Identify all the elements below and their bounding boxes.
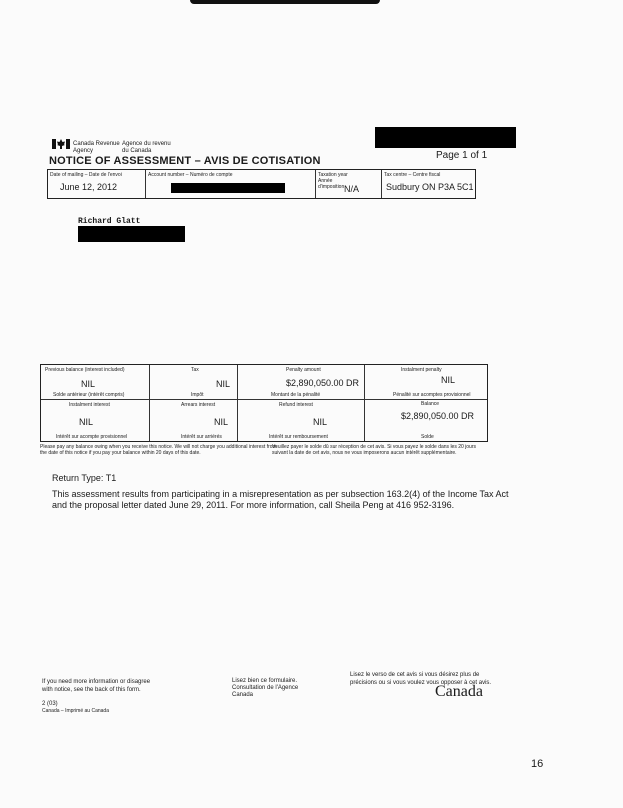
- previous-balance-value: NIL: [81, 379, 96, 389]
- balance-fr: Solde: [421, 434, 434, 440]
- redaction-bar: [375, 127, 516, 148]
- agency-name-fr: Agence du revenu du Canada: [122, 141, 171, 154]
- assessment-message: This assessment results from participating in a misrepresentation as per subsection 163.2(4) of the Income Tax Act and the proposal letter dated June 29, 2011. For more information, call Sheila Peng at 416 952-3196.: [52, 489, 509, 510]
- page-number: 16: [531, 758, 544, 770]
- return-type: Return Type: T1: [52, 473, 117, 483]
- tax-label: Tax: [191, 367, 199, 373]
- refund-value: NIL: [313, 417, 328, 427]
- canada-wordmark: Canada: [435, 683, 483, 700]
- page-indicator: Page 1 of 1: [436, 150, 488, 161]
- year-label: Taxation year Année d'imposition: [318, 172, 348, 190]
- agency-name-en: Canada Revenue Agency: [73, 141, 120, 154]
- arrears-fr: Intérêt sur arriérés: [181, 434, 222, 440]
- form-code: 2 (03): [42, 701, 58, 707]
- penalty-value: $2,890,050.00 DR: [286, 378, 360, 388]
- scan-artifact: [190, 0, 380, 4]
- printed-in-canada: Canada – Imprimé au Canada: [42, 708, 109, 714]
- payment-note-fr: Veuillez payer le solde dû sur réception de cet avis. Si vous payez le solde dans les 20 jours suivant la date de cet avis, nous ne vous imposerons aucun intérêt supplémentaire.: [272, 444, 477, 456]
- arrears-label: Arrears interest: [181, 402, 216, 408]
- previous-balance-fr: Solde antérieur (intérêt compris): [53, 392, 125, 398]
- summary-table: [40, 364, 488, 442]
- inst-penalty-label: Instalment penalty: [401, 367, 442, 373]
- footer-info-en: If you need more information or disagree with notice, see the back of this form.: [42, 679, 151, 693]
- tax-value: NIL: [216, 379, 231, 389]
- canada-flag-icon: [52, 137, 70, 151]
- balance-value: $2,890,050.00 DR: [401, 411, 475, 421]
- penalty-fr: Montant de la pénalité: [271, 392, 321, 398]
- inst-interest-label: Instalment interest: [69, 402, 110, 408]
- refund-fr: Intérêt sur remboursement: [269, 434, 328, 440]
- recipient-name: Richard Glatt: [78, 217, 141, 226]
- penalty-label: Penalty amount: [286, 367, 321, 373]
- page-title: NOTICE OF ASSESSMENT – AVIS DE COTISATION: [49, 155, 321, 167]
- arrears-value: NIL: [214, 417, 229, 427]
- inst-penalty-value: NIL: [441, 375, 456, 385]
- footer-info-mid: Lisez bien ce formulaire. Consultation de l'Agence Canada: [232, 678, 299, 698]
- account-label: Account number – Numéro de compte: [148, 172, 233, 178]
- balance-label: Balance: [421, 401, 440, 407]
- inst-penalty-fr: Pénalité sur acomptes provisionnel: [393, 392, 471, 398]
- inst-interest-fr: Intérêt sur acompte provisionnel: [56, 434, 128, 440]
- tax-fr: Impôt: [191, 392, 204, 398]
- info-row: [47, 169, 476, 199]
- refund-label: Refund interest: [279, 402, 313, 408]
- previous-balance-label: Previous balance (interest included): [45, 367, 125, 373]
- account-redaction: [171, 183, 285, 193]
- date-value: June 12, 2012: [60, 182, 118, 192]
- date-label: Date of mailing – Date de l'envoi: [50, 172, 122, 178]
- centre-value: Sudbury ON P3A 5C1: [386, 182, 474, 192]
- inst-interest-value: NIL: [79, 417, 94, 427]
- centre-label: Tax centre – Centre fiscal: [384, 172, 441, 178]
- footer-info-fr: Lisez le verso de cet avis si vous désirez plus de précisions ou si vous voulez vous opposer à cet avis.: [350, 672, 492, 686]
- payment-note-en: Please pay any balance owing when you receive this notice. We will not charge you additional interest from the date of this notice if you pay your balance within 20 days of this date.: [40, 444, 277, 456]
- address-redaction: [78, 226, 185, 242]
- year-value: N/A: [344, 184, 360, 194]
